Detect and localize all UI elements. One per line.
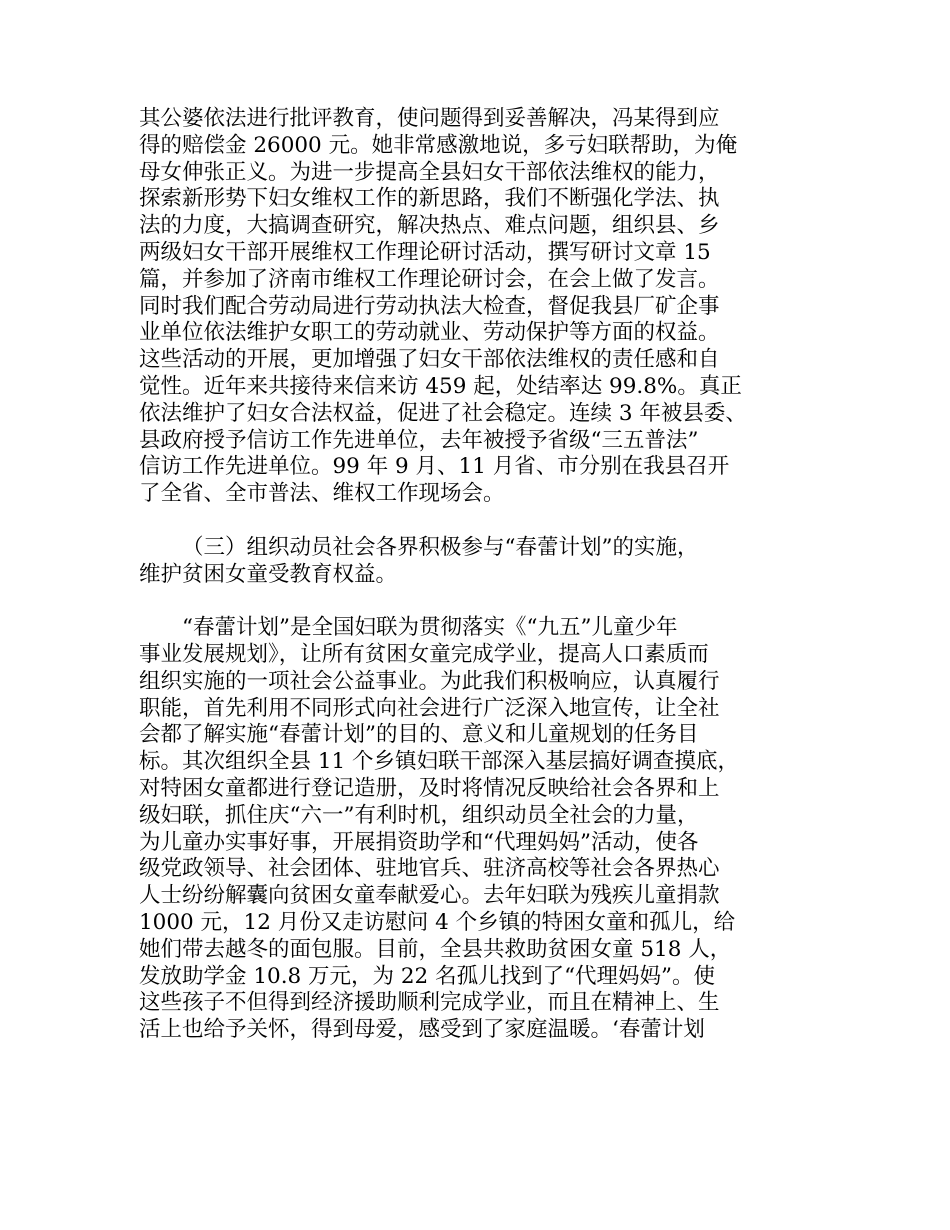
text-line: 1000 元，12 月份又走访慰问 4 个乡镇的特困女童和孤儿，给 [139,909,736,935]
text-line: 职能，首先利用不同形式向社会进行广泛深入地宣传，让全社 [139,695,720,721]
paragraph-spacer [139,588,819,615]
text-line: 这些活动的开展，更加增强了妇女干部依法维权的责任感和自 [139,347,720,373]
document-body [139,106,819,1044]
text-line: 级党政领导、社会团体、驻地官兵、驻济高校等社会各界热心 [139,856,720,882]
text-line: 同时我们配合劳动局进行劳动执法大检查，督促我县厂矿企事 [139,293,720,319]
text-line: 法的力度，大搞调查研究，解决热点、难点问题，组织县、乡 [139,213,720,239]
text-line: 探索新形势下妇女维权工作的新思路，我们不断强化学法、执 [139,186,720,212]
text-line: 觉性。近年来共接待来信来访 459 起，处结率达 99.8%。真正 [139,373,742,399]
text-line: 依法维护了妇女合法权益，促进了社会稳定。连续 3 年被县委、 [139,400,747,426]
text-line: 业单位依法维护女职工的劳动就业、劳动保护等方面的权益。 [139,320,720,346]
text-line: 标。其次组织全县 11 个乡镇妇联干部深入基层搞好调查摸底， [139,749,740,775]
text-line: 级妇联，抓住庆“六一”有利时机，组织动员全社会的力量， [139,802,699,828]
paragraph-spacer [139,508,819,535]
text-line: 了全省、全市普法、维权工作现场会。 [139,481,505,507]
section-heading [139,535,819,589]
text-line: 这些孩子不但得到经济援助顺利完成学业，而且在精神上、生 [139,990,720,1016]
text-line: 会都了解实施“春蕾计划”的目的、意义和儿童规划的任务目 [139,722,699,748]
text-line: 县政府授予信访工作先进单位，去年被授予省级“三五普法” [139,427,699,453]
text-line: 两级妇女干部开展维权工作理论研讨活动，撰写研讨文章 15 [139,239,711,265]
heading-line: （三）组织动员社会各界积极参与“春蕾计划”的实施， [182,534,699,560]
text-line: 其公婆依法进行批评教育，使问题得到妥善解决，冯某得到应 [139,106,720,131]
text-line: 组织实施的一项社会公益事业。为此我们积极响应，认真履行 [139,668,720,694]
text-line: 对特困女童都进行登记造册，及时将情况反映给社会各界和上 [139,775,720,801]
text-line: 她们带去越冬的面包服。目前，全县共救助贫困女童 518 人， [139,936,732,962]
text-line: 活上也给予关怀，得到母爱，感受到了家庭温暖。‘春蕾计划 [139,1017,705,1043]
text-line: 母女伸张正义。为进一步提高全县妇女干部依法维权的能力， [139,159,720,185]
paragraph-spring-bud-plan [139,615,819,1044]
paragraph-rights-protection [139,106,819,508]
text-line: “春蕾计划”是全国妇联为贯彻落实《“九五”儿童少年 [182,615,678,641]
heading-line: 维护贫困女童受教育权益。 [139,561,398,587]
text-line: 篇，并参加了济南市维权工作理论研讨会，在会上做了发言。 [139,266,720,292]
text-line: 得的赔偿金 26000 元。她非常感激地说，多亏妇联帮助，为俺 [139,132,738,158]
text-line: 发放助学金 10.8 万元，为 22 名孤儿找到了“代理妈妈”。使 [139,963,716,989]
text-line: 人士纷纷解囊向贫困女童奉献爱心。去年妇联为残疾儿童捐款 [139,883,720,909]
text-line: 为儿童办实事好事，开展捐资助学和“代理妈妈”活动，使各 [139,829,699,855]
text-line: 信访工作先进单位。99 年 9 月、11 月省、市分别在我县召开 [139,454,730,480]
text-line: 事业发展规划》，让所有贫困女童完成学业，提高人口素质而 [139,641,709,667]
